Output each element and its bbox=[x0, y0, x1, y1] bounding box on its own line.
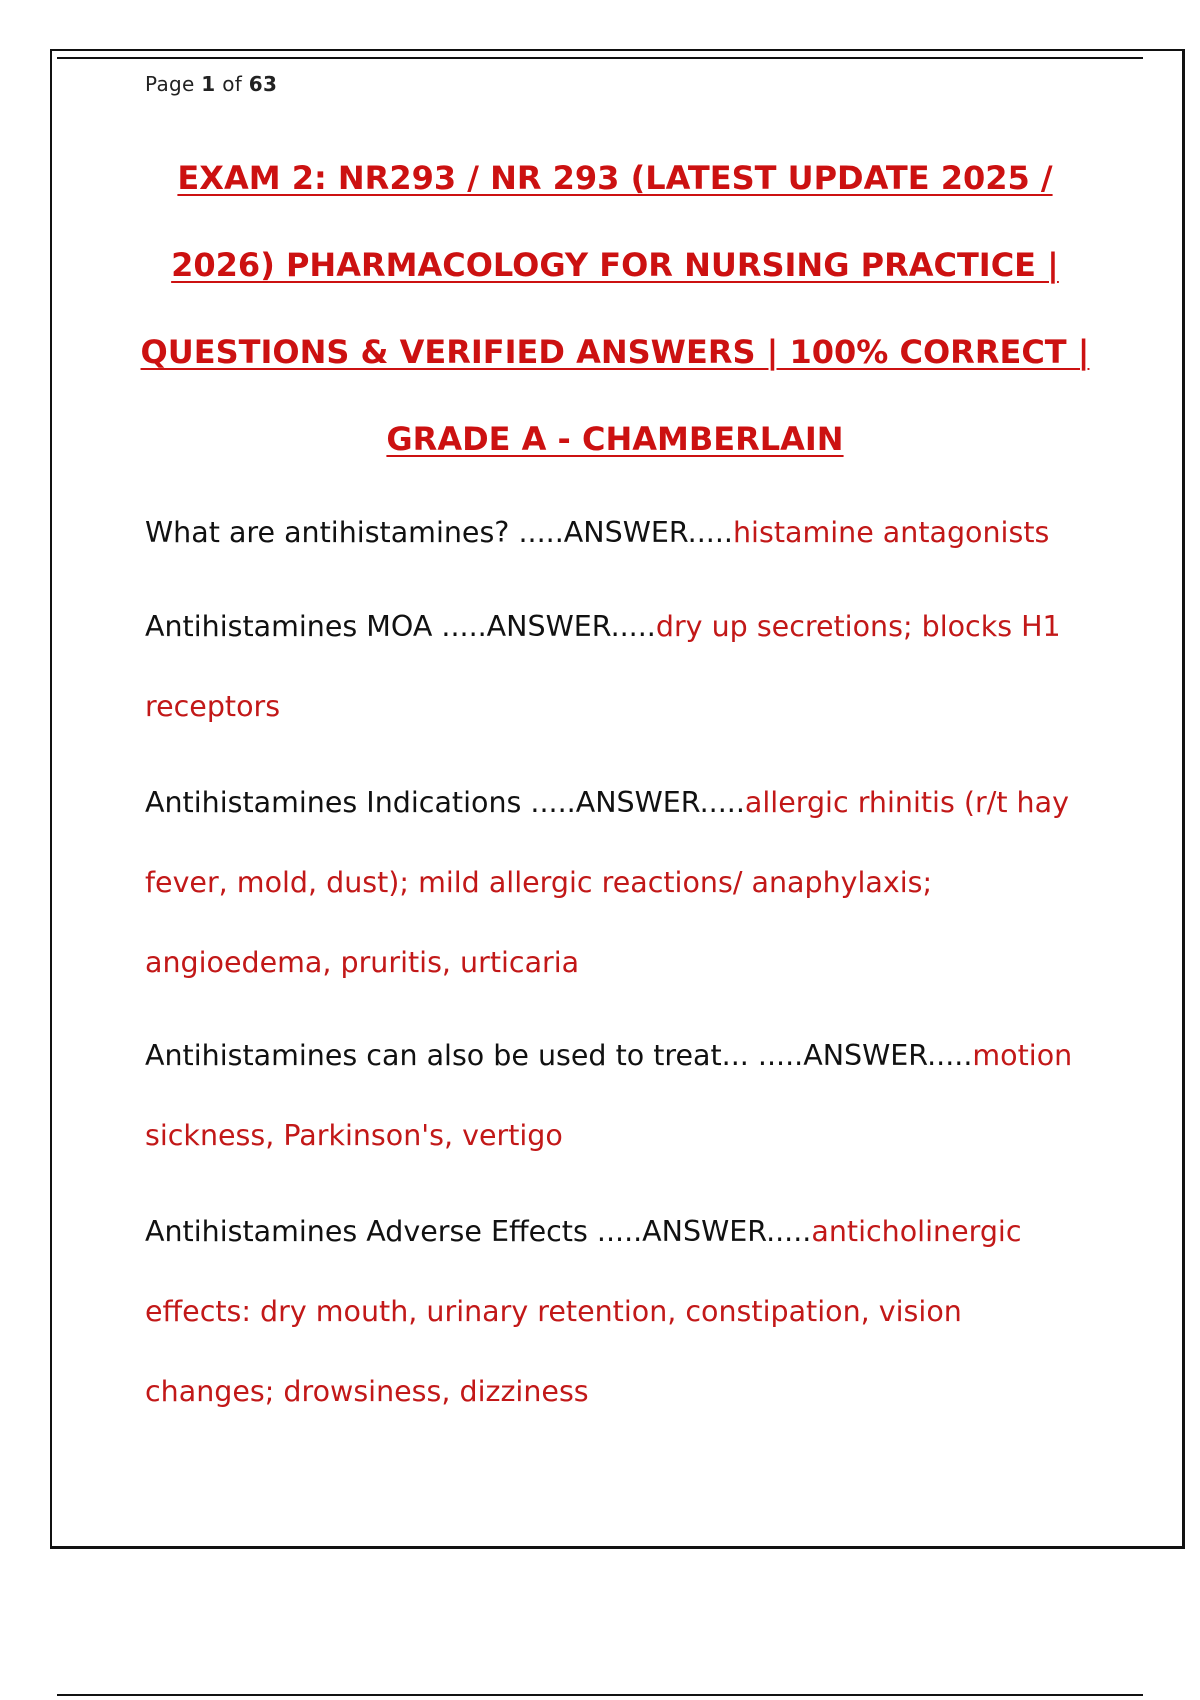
answer-separator: .....ANSWER..... bbox=[587, 1215, 812, 1248]
qa-item bbox=[145, 763, 1095, 1003]
document-title bbox=[140, 135, 1090, 483]
title-line-3: QUESTIONS & VERIFIED ANSWERS | 100% CORRECT | bbox=[140, 333, 1090, 371]
page-total: 63 bbox=[248, 72, 278, 96]
qa-item bbox=[145, 1016, 1095, 1176]
qa-question: Antihistamines MOA bbox=[145, 610, 433, 643]
qa-answer: motion sickness, Parkinson's, vertigo bbox=[145, 1039, 1073, 1152]
bottom-rule bbox=[57, 1694, 1143, 1696]
title-line-4: GRADE A - CHAMBERLAIN bbox=[386, 420, 844, 458]
answer-separator: .....ANSWER..... bbox=[521, 786, 745, 819]
qa-question: Antihistamines Indications bbox=[145, 786, 522, 819]
qa-answer: allergic rhinitis (r/t hay fever, mold, dust); mild allergic reactions/ anaphylaxis; angioedema, pruritis, urticaria bbox=[145, 786, 1069, 979]
qa-item bbox=[145, 587, 1095, 747]
title-line-2: 2026) PHARMACOLOGY FOR NURSING PRACTICE | bbox=[171, 246, 1059, 284]
top-rule bbox=[57, 57, 1143, 59]
answer-separator: .....ANSWER..... bbox=[509, 516, 733, 549]
qa-answer: dry up secretions; blocks H1 receptors bbox=[145, 610, 1061, 723]
page-indicator bbox=[145, 72, 277, 96]
qa-question: Antihistamines Adverse Effects bbox=[145, 1215, 588, 1248]
page-current: 1 bbox=[201, 72, 216, 96]
qa-item bbox=[145, 493, 1095, 573]
title-line-1: EXAM 2: NR293 / NR 293 (LATEST UPDATE 2025 / bbox=[177, 159, 1053, 197]
answer-separator: .....ANSWER..... bbox=[748, 1039, 973, 1072]
page-of-label: of bbox=[222, 72, 243, 96]
qa-answer: anticholinergic effects: dry mouth, urinary retention, constipation, vision changes; drowsiness, dizziness bbox=[145, 1215, 1022, 1408]
qa-answer: histamine antagonists bbox=[732, 516, 1050, 549]
page-prefix: Page bbox=[145, 72, 195, 96]
qa-question: What are antihistamines? bbox=[145, 516, 510, 549]
qa-question: Antihistamines can also be used to treat... bbox=[145, 1039, 749, 1072]
qa-item bbox=[145, 1192, 1095, 1432]
answer-separator: .....ANSWER..... bbox=[432, 610, 656, 643]
